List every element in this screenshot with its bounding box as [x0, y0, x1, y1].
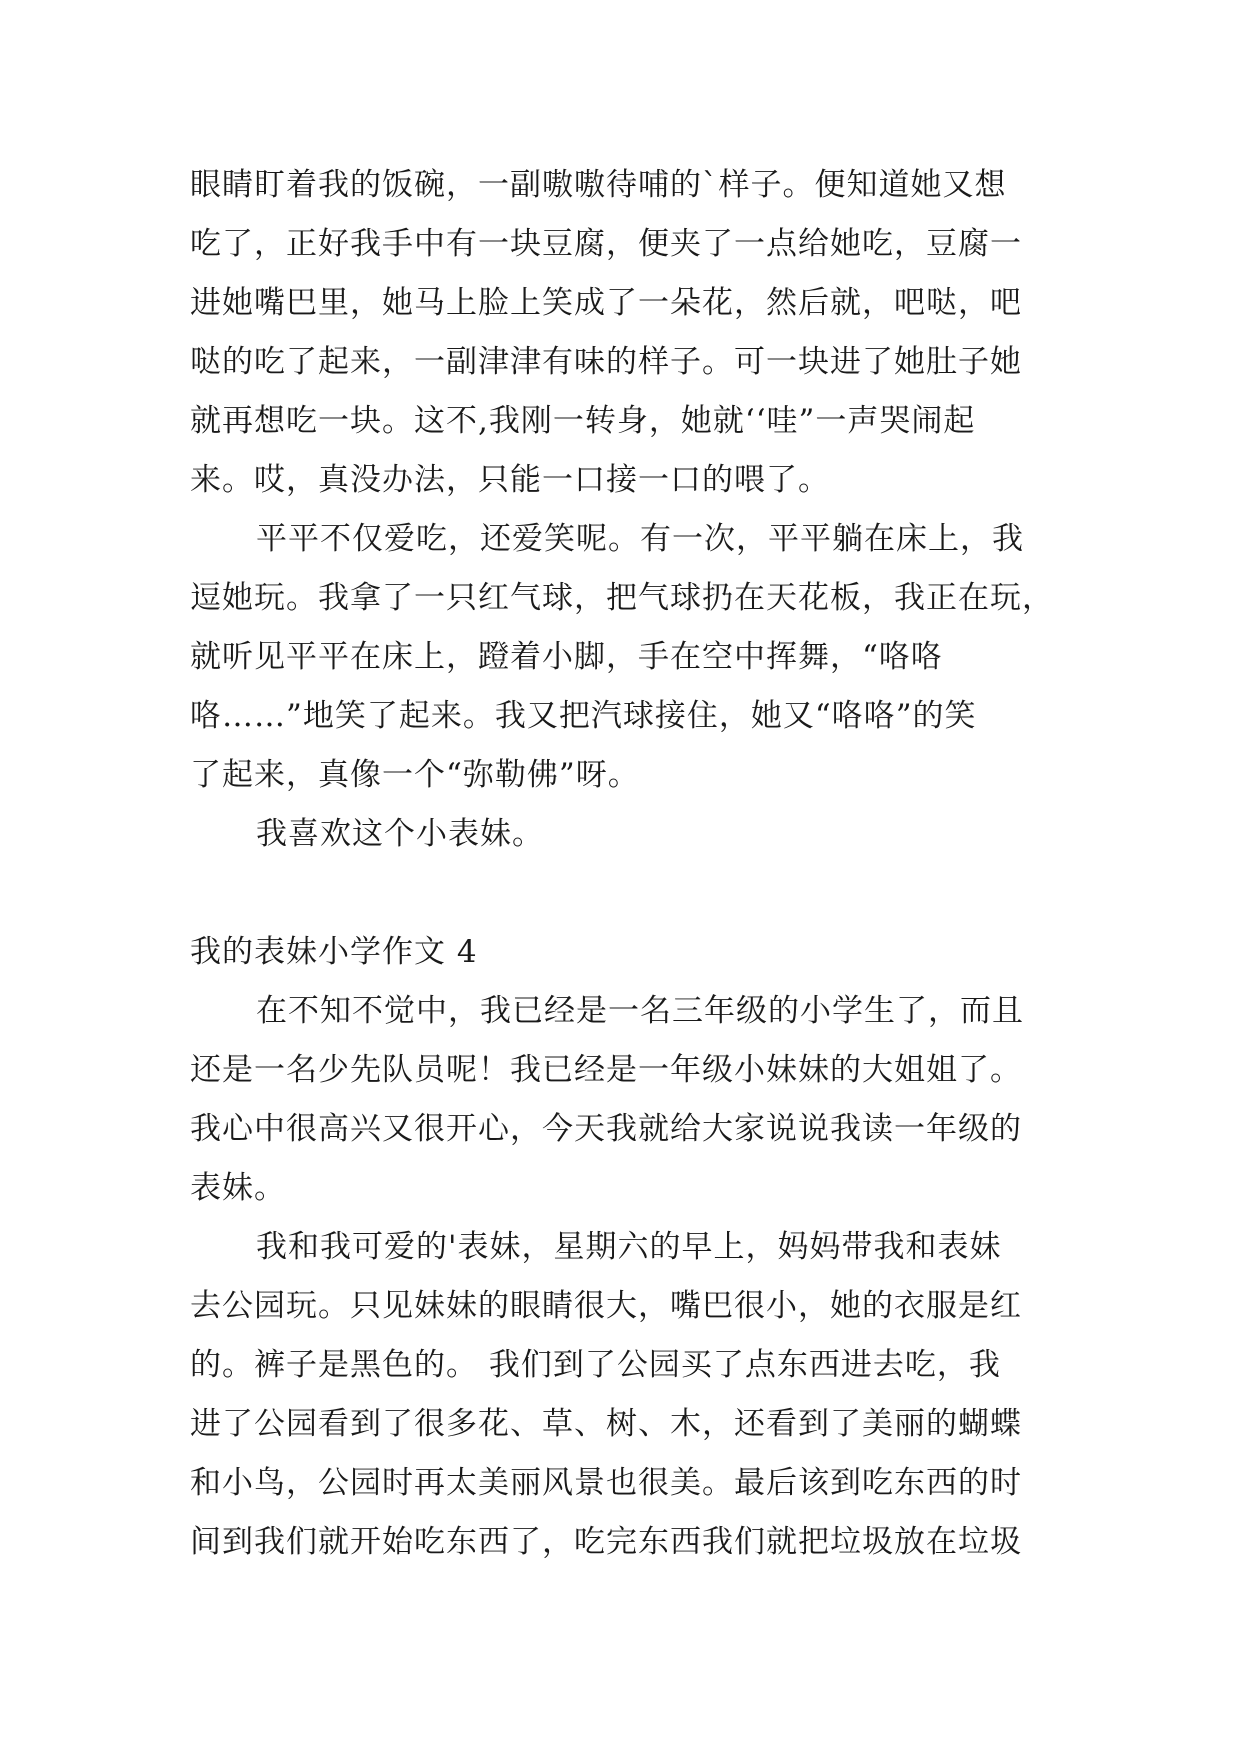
- text-line: 吃了，正好我手中有一块豆腐，便夹了一点给她吃，豆腐一: [190, 226, 1022, 262]
- text-line: 进她嘴巴里，她马上脸上笑成了一朵花，然后就，吧哒，吧: [190, 285, 1022, 321]
- text-line: 间到我们就开始吃东西了，吃完东西我们就把垃圾放在垃圾: [190, 1524, 1022, 1560]
- text-line: 就听见平平在床上，蹬着小脚，手在空中挥舞，“咯咯: [190, 639, 943, 675]
- paragraph-laughing: [190, 510, 1054, 805]
- text-line: 我喜欢这个小表妹。: [256, 816, 544, 852]
- paragraph-park: [190, 1218, 1050, 1572]
- paragraph-conclusion: [190, 805, 1050, 864]
- text-line: 我心中很高兴又很开心，今天我就给大家说说我读一年级的: [190, 1111, 1022, 1147]
- text-line: 逗她玩。我拿了一只红气球，把气球扔在天花板，我正在玩，: [190, 580, 1054, 616]
- text-line: 我和我可爱的'表妹，星期六的早上，妈妈带我和表妹: [256, 1229, 1002, 1265]
- text-line: 去公园玩。只见妹妹的眼睛很大，嘴巴很小，她的衣服是红: [190, 1288, 1022, 1324]
- text-line: 哒的吃了起来，一副津津有味的样子。可一块进了她肚子她: [190, 344, 1022, 380]
- section-gap: [190, 864, 1050, 923]
- text-line: 了起来，真像一个“弥勒佛”呀。: [190, 757, 640, 793]
- essay-title: 我的表妹小学作文 4: [190, 934, 478, 970]
- paragraph-continued: [190, 156, 1050, 510]
- text-line: 的。裤子是黑色的。 我们到了公园买了点东西进去吃，我: [190, 1347, 1001, 1383]
- text-line: 还是一名少先队员呢！我已经是一年级小妹妹的大姐姐了。: [190, 1052, 1022, 1088]
- document-body: [190, 156, 1054, 1572]
- section-heading: [190, 923, 1050, 982]
- paragraph-intro: [190, 982, 1050, 1218]
- text-line: 进了公园看到了很多花、草、树、木，还看到了美丽的蝴蝶: [190, 1406, 1022, 1442]
- text-line: 眼睛盯着我的饭碗，一副嗷嗷待哺的`样子。便知道她又想: [190, 167, 1007, 203]
- text-line: 就再想吃一块。这不,我刚一转身，她就‘‘哇”一声哭闹起: [190, 403, 976, 439]
- text-line: 和小鸟，公园时再太美丽风景也很美。最后该到吃东西的时: [190, 1465, 1022, 1501]
- text-line: 平平不仅爱吃，还爱笑呢。有一次，平平躺在床上，我: [256, 521, 1024, 557]
- text-line: 来。哎，真没办法，只能一口接一口的喂了。: [190, 462, 830, 498]
- text-line: 在不知不觉中，我已经是一名三年级的小学生了，而且: [256, 993, 1024, 1029]
- text-line: 表妹。: [190, 1170, 286, 1206]
- text-line: 咯……”地笑了起来。我又把汽球接住，她又“咯咯”的笑: [190, 698, 977, 734]
